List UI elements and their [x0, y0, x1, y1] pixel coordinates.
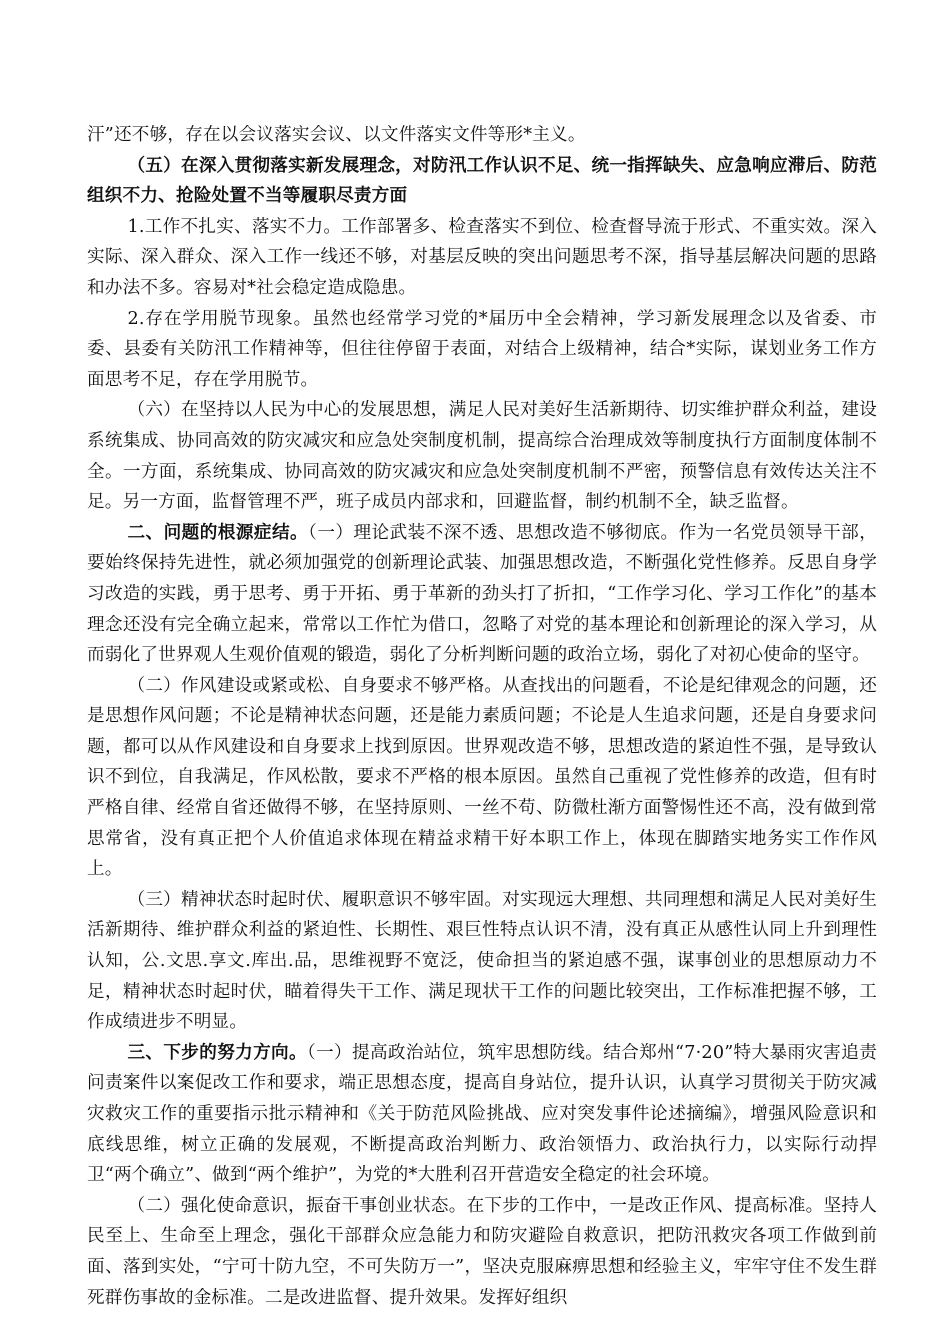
paragraph-spirit-state: （三）精神状态时起时伏、履职意识不够牢固。对实现远大理想、共同理想和满足人民对美好生活新期待、维护群众利益的紧迫性、长期性、艰巨性特点认识不清，没有真正从感性认同上升到理性认知，公.文思.享文.库出.品，思维视野不宽泛，使命担当的紧迫感不强，谋事创业的思想原动力不足，精神状态时起时伏，瞄着得失干工作、满足现状干工作的问题比较突出，工作标准把握不够，工作成绩进步不明显。: [87, 889, 877, 1033]
document-page: [87, 120, 877, 1313]
paragraph-root-causes: [87, 518, 877, 671]
root-causes-text: （一）理论武装不深不透、思想改造不够彻底。作为一名党员领导干部，要始终保持先进性，就必须加强党的创新理论武装、加强思想改造，不断强化党性修养。反思自身学习改造的实践，勇于思考、勇于开拓、勇于革新的劲头打了折扣，“工作学习化、学习工作化”的基本理念还没有完全确立起来，常常以工作忙为借口，忽略了对党的基本理论和创新理论的深入学习，从而弱化了世界观人生观价值观的锻造，弱化了分析判断问题的政治立场，弱化了对初心使命的坚守。: [87, 522, 877, 666]
paragraph-mission: （二）强化使命意识，振奋干事创业状态。在下步的工作中，一是改正作风、提高标准。坚持人民至上、生命至上理念，强化干部群众应急能力和防灾避险自救意识，把防汛救灾各项工作做到前面、落到实处，“宁可十防九空，不可失防万一”，坚决克服麻痹思想和经验主义，牢牢守住不发生群死群伤事故的金标准。二是改进监督、提升效果。发挥好组织: [87, 1195, 877, 1308]
paragraph-work-style: （二）作风建设或紧或松、自身要求不够严格。从查找出的问题看，不论是纪律观念的问题，还是思想作风问题；不论是精神状态问题，还是能力素质问题；不论是人生追求问题，还是自身要求问题，都可以从作风建设和自身要求上找到原因。世界观改造不够，思想改造的紧迫性不强，是导致认识不到位，自我满足，作风松散，要求不严格的根本原因。虽然自己重视了党性修养的改造，但有时严格自律、经常自省还做得不够，在坚持原则、一丝不苟、防微杜渐方面警惕性还不高，没有做到常思常省，没有真正把个人价值追求体现在精益求精干好本职工作上，体现在脚踏实地务实工作作风上。: [87, 675, 877, 880]
paragraph-section-6: （六）在坚持以人民为中心的发展思想，满足人民对美好生活新期待、切实维护群众利益，建设系统集成、协同高效的防灾减灾和应急处突制度机制，提高综合治理成效等制度执行方面制度体制不全。一方面，系统集成、协同高效的防灾减灾和应急处突制度机制不严密，预警信息有效传达关注不足。另一方面，监督管理不严，班子成员内部求和，回避监督，制约机制不全，缺乏监督。: [87, 400, 877, 513]
section-heading-5: （五）在深入贯彻落实新发展理念，对防汛工作认识不足、统一指挥缺失、应急响应滞后、防范组织不力、抢险处置不当等履职尽责方面: [87, 154, 877, 207]
heading-root-causes: 二、问题的根源症结。: [127, 521, 309, 543]
heading-next-steps: 三、下步的努力方向。: [127, 1041, 307, 1063]
next-steps-text: （一）提高政治站位，筑牢思想防线。结合郑州“7·20”特大暴雨灾害追责问责案件以案促改工作和要求，端正思想态度，提高自身站位，提升认识，认真学习贯彻关于防灾减灾救灾工作的重要指示批示精神和《关于防范风险挑战、应对突发事件论述摘编》，增强风险意识和底线思维，树立正确的发展观，不断提高政治判断力、政治领悟力、政治执行力，以实际行动捍卫“两个确立”、做到“两个维护”，为党的*大胜利召开营造安全稳定的社会环境。: [87, 1042, 877, 1186]
paragraph-item-1: 1.工作不扎实、落实不力。工作部署多、检查落实不到位、检查督导流于形式、不重实效。深入实际、深入群众、深入工作一线还不够，对基层反映的突出问题思考不深，指导基层解决问题的思路和办法不多。容易对*社会稳定造成隐患。: [87, 216, 877, 298]
paragraph-continuation: 汗”还不够，存在以会议落实会议、以文件落实文件等形*主义。: [87, 125, 586, 145]
paragraph-item-2: 2.存在学用脱节现象。虽然也经常学习党的*届历中全会精神，学习新发展理念以及省委、市委、县委有关防汛工作精神等，但往往停留于表面，对结合上级精神，结合*实际，谋划业务工作方面思考不足，存在学用脱节。: [87, 308, 877, 390]
paragraph-next-steps: [87, 1038, 877, 1191]
